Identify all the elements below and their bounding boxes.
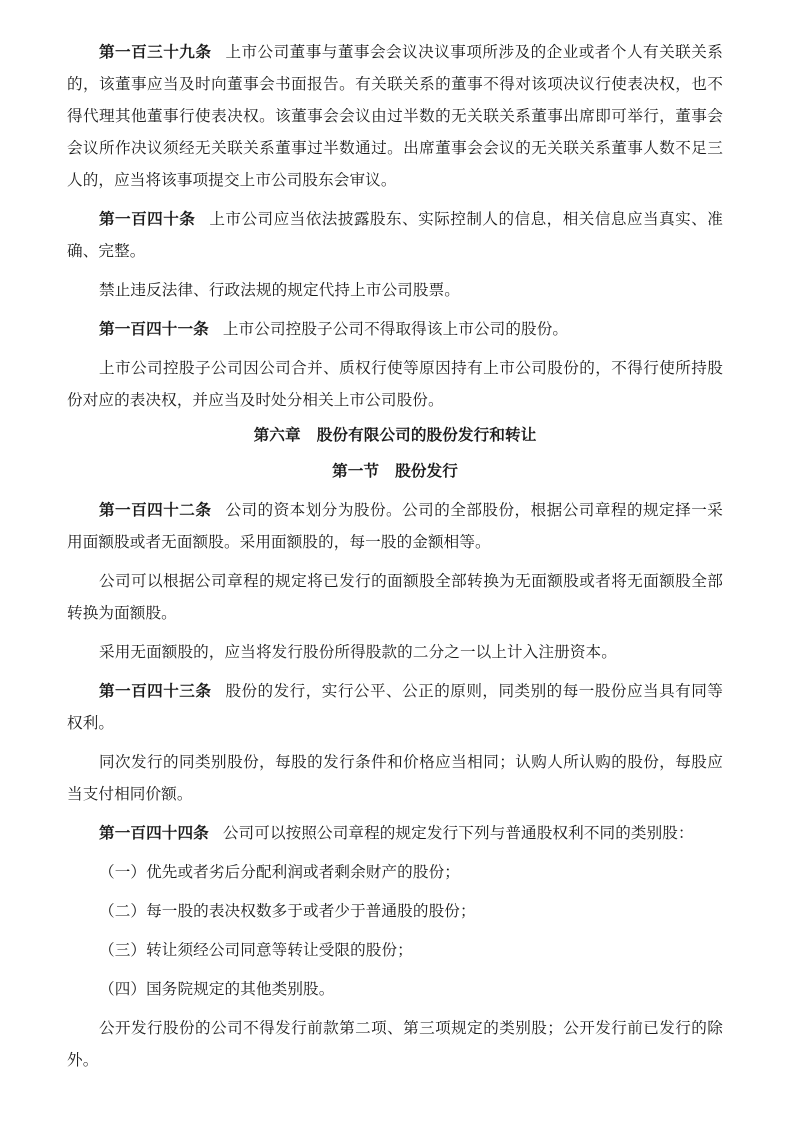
article-142 xyxy=(67,494,723,558)
document-page xyxy=(67,36,723,1076)
chapter-heading xyxy=(67,419,723,451)
article-number: 第一百四十三条 xyxy=(99,682,212,700)
list-item: （一）优先或者劣后分配利润或者剩余财产的股份； xyxy=(99,863,460,881)
chapter-number: 第六章 xyxy=(253,426,301,444)
article-text: 公司可以按照公司章程的规定发行下列与普通股权利不同的类别股： xyxy=(222,824,694,842)
article-144 xyxy=(67,817,723,849)
article-text: 上市公司控股子公司不得取得该上市公司的股份。 xyxy=(222,320,569,338)
list-item: （三）转让须经公司同意等转让受限的股份； xyxy=(99,941,413,959)
article-text: 上市公司应当依法披露股东、实际控制人的信息，相关信息应当真实、准确、完整。 xyxy=(67,210,723,260)
article-142-paragraph-3: 采用无面额股的，应当将发行股份所得股款的二分之一以上计入注册资本。 xyxy=(99,643,617,661)
article-140-paragraph-2: 禁止违反法律、行政法规的规定代持上市公司股票。 xyxy=(99,281,460,299)
section-title: 股份发行 xyxy=(395,462,458,480)
article-number: 第一百三十九条 xyxy=(99,43,212,61)
article-140 xyxy=(67,203,723,267)
article-143-paragraph-2: 同次发行的同类别股份，每股的发行条件和价格应当相同；认购人所认购的股份，每股应当支付相同价额。 xyxy=(67,753,723,803)
article-number: 第一百四十二条 xyxy=(99,501,212,519)
article-text: 股份的发行，实行公平、公正的原则，同类别的每一股份应当具有同等权利。 xyxy=(67,682,723,732)
section-heading xyxy=(67,455,723,487)
article-number: 第一百四十四条 xyxy=(99,824,209,842)
article-number: 第一百四十条 xyxy=(99,210,196,228)
article-143 xyxy=(67,675,723,739)
article-144-final-paragraph: 公开发行股份的公司不得发行前款第二项、第三项规定的类别股；公开发行前已发行的除外。 xyxy=(67,1019,723,1069)
chapter-title: 股份有限公司的股份发行和转让 xyxy=(316,426,537,444)
article-141-paragraph-2: 上市公司控股子公司因公司合并、质权行使等原因持有上市公司股份的，不得行使所持股份对应的表决权，并应当及时处分相关上市公司股份。 xyxy=(67,359,723,409)
list-item: （四）国务院规定的其他类别股。 xyxy=(99,980,335,998)
list-item: （二）每一股的表决权数多于或者少于普通股的股份； xyxy=(99,902,476,920)
article-139 xyxy=(67,36,723,196)
article-141 xyxy=(67,313,723,345)
section-number: 第一节 xyxy=(332,462,380,480)
article-text: 上市公司董事与董事会会议决议事项所涉及的企业或者个人有关联关系的，该董事应当及时向董事会书面报告。有关联关系的董事不得对该项决议行使表决权，也不得代理其他董事行使表决权。该董事会会议由过半数的无关联关系董事出席即可举行，董事会会议所作决议须经无关联关系董事过半数通过。出席董事会会议的无关联关系董事人数不足三人的，应当将该事项提交上市公司股东会审议。 xyxy=(67,43,723,189)
article-text: 公司的资本划分为股份。公司的全部股份，根据公司章程的规定择一采用面额股或者无面额股。采用面额股的，每一股的金额相等。 xyxy=(67,501,723,551)
article-number: 第一百四十一条 xyxy=(99,320,209,338)
article-142-paragraph-2: 公司可以根据公司章程的规定将已发行的面额股全部转换为无面额股或者将无面额股全部转换为面额股。 xyxy=(67,572,723,622)
